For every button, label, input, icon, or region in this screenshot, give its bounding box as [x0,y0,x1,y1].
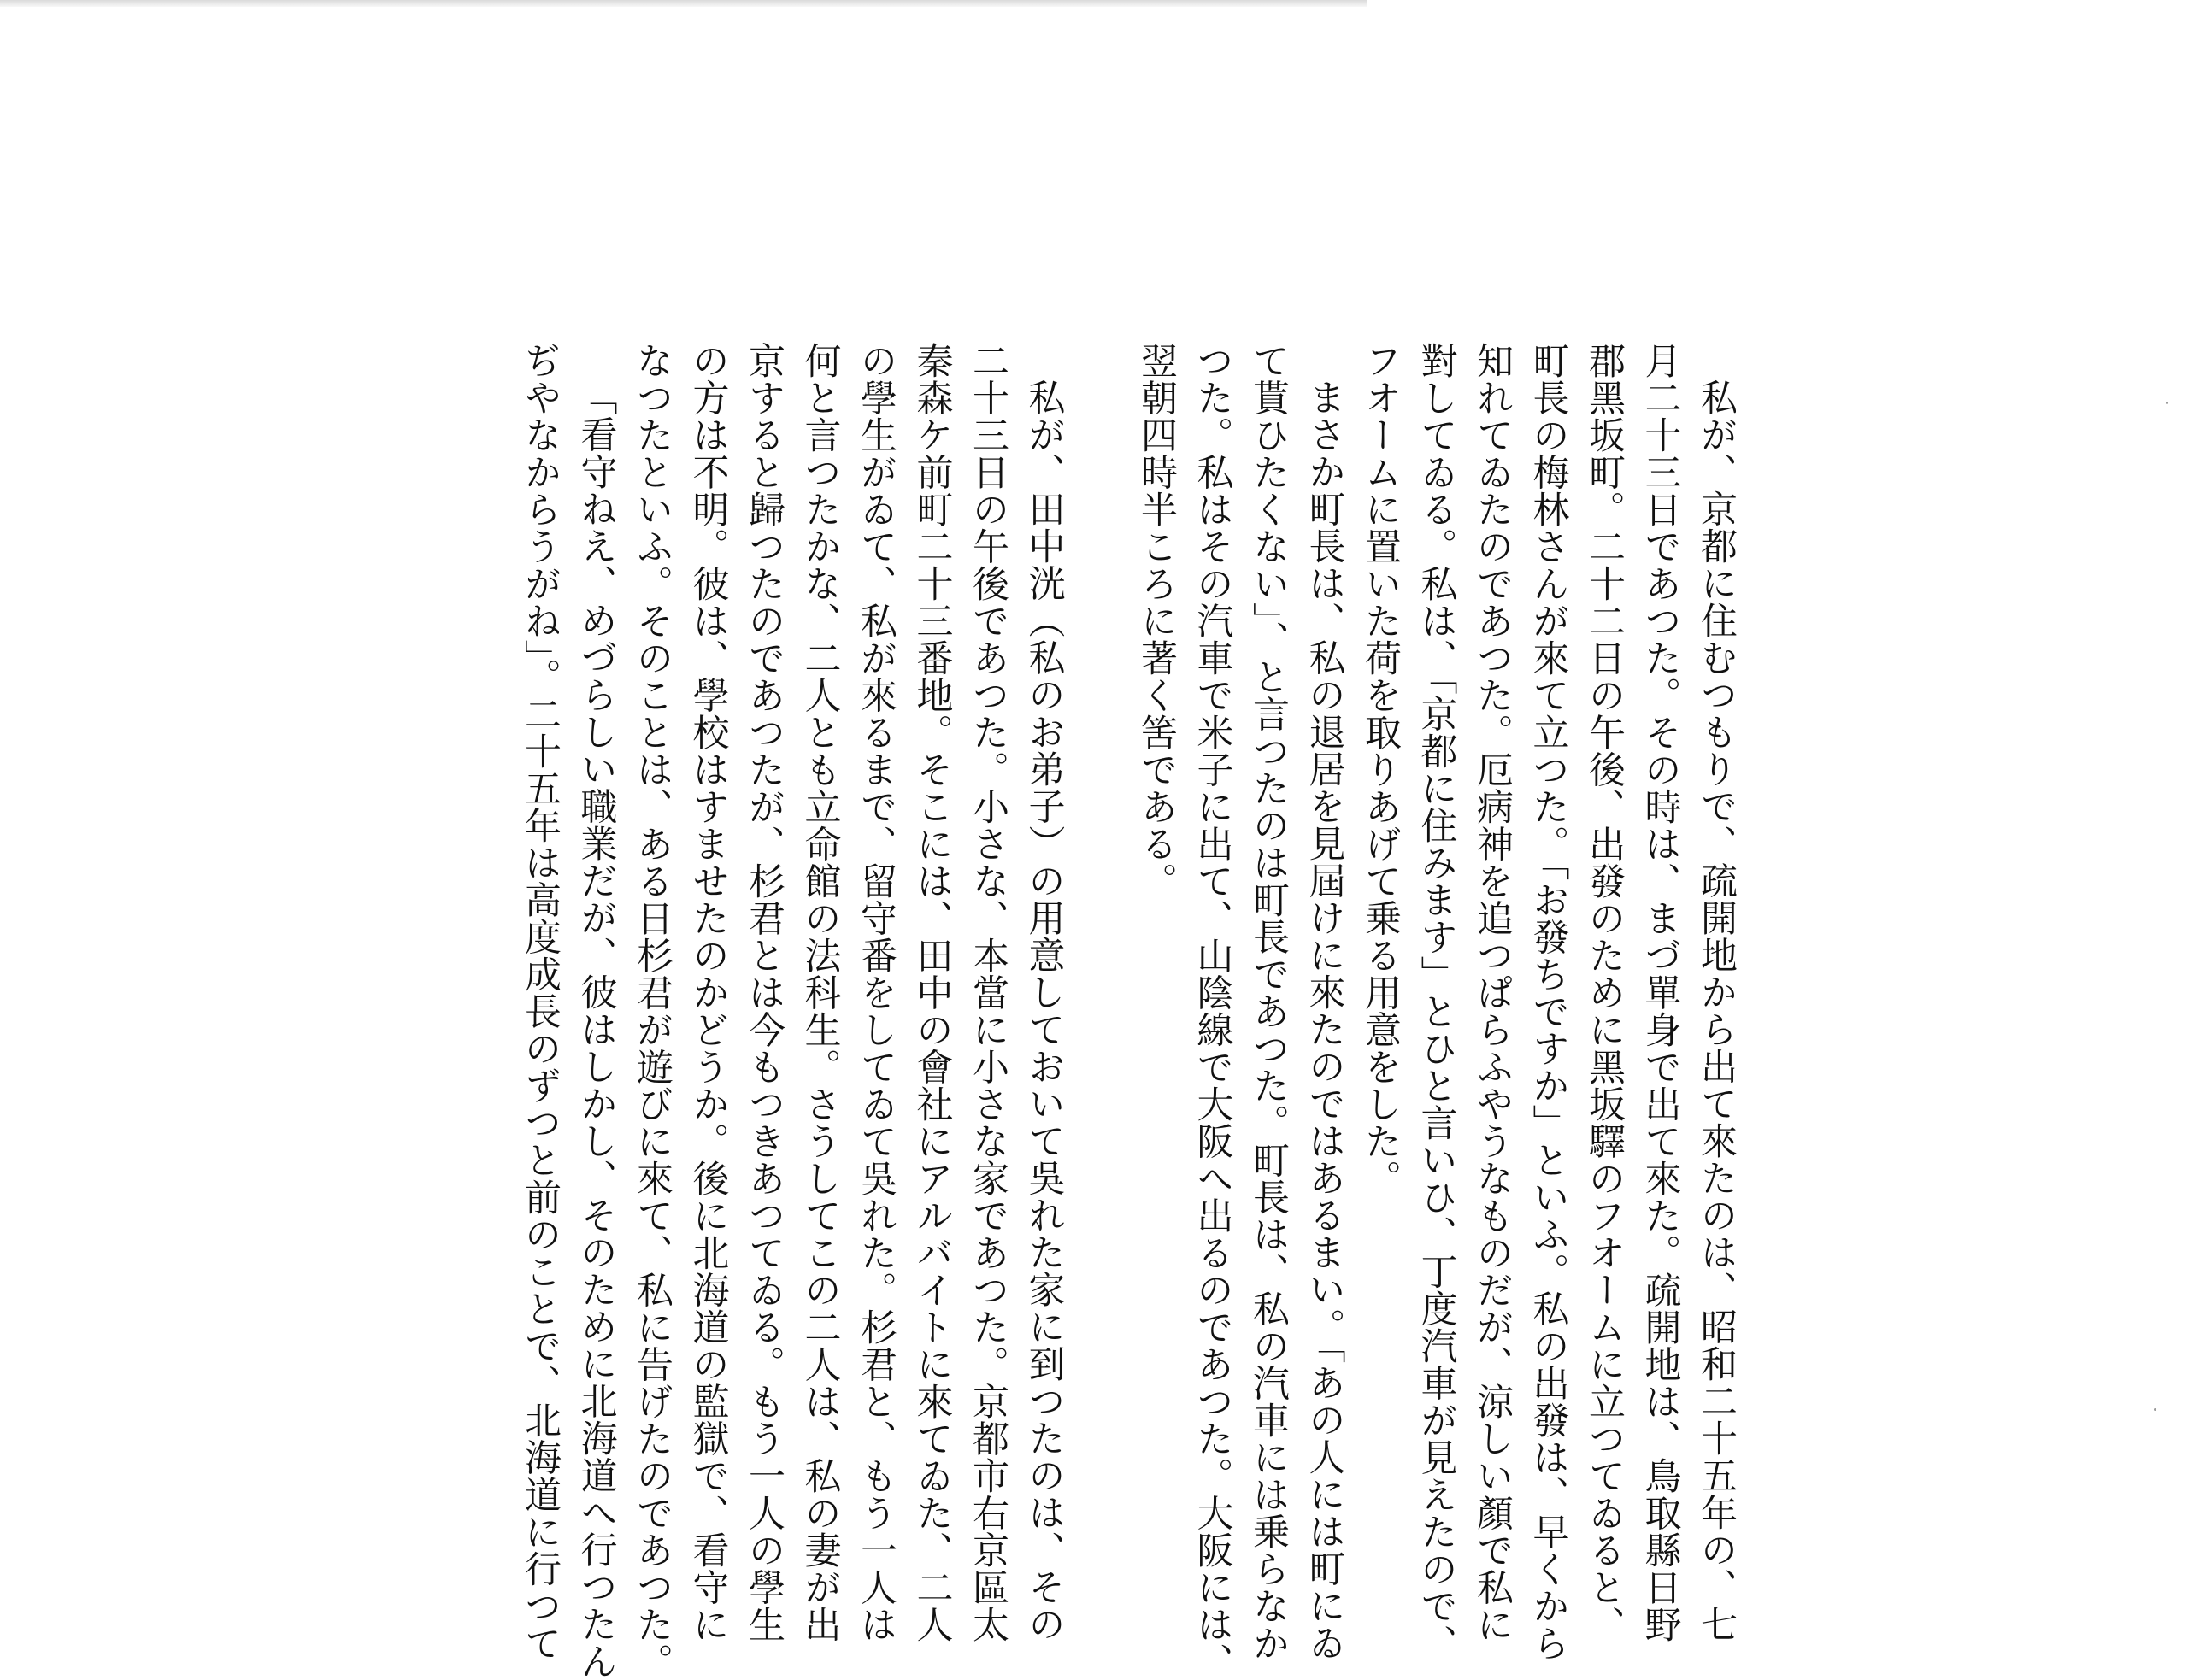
scan-edge-shadow [0,0,1368,7]
text-line: 私が、京都に住むつもりで、疏開地から出て來たのは、昭和二十五年の、七 [1695,379,1738,1642]
text-line: なつたといふ。そのことは、ある日杉君が遊びに來て、私に告げたのであつた。 [631,342,673,1680]
paragraph-new-house [512,342,1072,1680]
text-line: ぢやなからうがね」。二十五年は高度成長のずつと前のことで、北海道に行つて [519,342,562,1662]
text-line: 對してゐる。私は、「京都に住みます」とひと言いひ、丁度汽車が見えたので、 [1415,342,1458,1662]
text-line: 郡黑坂町。二十二日の午後、出發のために黑坂驛のフオームに立つてゐると、 [1583,342,1626,1643]
vertical-text-body [512,342,1744,1680]
text-line: 知れてゐたのであつた。厄病神を追つぱらふやうなものだが、涼しい顏で私に [1471,342,1514,1643]
text-line: 何と言つたかな、二人とも立命館の法科生。さうしてこの二人は、私の妻が出 [798,342,842,1643]
text-line: 町長の梅林さんが來て立つた。「お發ちですか」といふ。私の出發は、早くから [1526,342,1570,1662]
text-line: 京すると歸つたのであつたが、杉君とは今もつきあつてゐる。もう一人の學生 [743,342,785,1643]
text-line: 秦森ケ前町二十三番地。そこには、田中の會社にアルバイトに來てゐた、二人 [910,342,954,1643]
text-line: フオームに置いた荷を取りあげて乗る用意をした。 [1359,342,1402,1197]
paragraph-arrival [1128,342,1744,1680]
text-line: て貰ひたくない」、と言つたのは町長であつた。町長は、私の汽車には乗らなか [1247,342,1290,1662]
text-line: まさか町長は、私の退居を見屆けに來たのではあるまい。「あの人には町にゐ [1303,379,1346,1661]
scan-speck [2154,1408,2156,1411]
text-line: 翌朝四時半ころに著く筈である。 [1135,342,1178,900]
text-line: 二十三日の午後であつた。小さな、本當に小さな家であつた。京都市右京區太 [967,342,1009,1643]
text-line: つた。私はその汽車で米子に出て、山陰線で大阪へ出るのであつた。大阪には、 [1191,342,1234,1680]
text-line: 「看守ねえ、めづらしい職業だが、彼はしかし、そのために北海道へ行つたん [574,379,618,1680]
text-line: 月二十三日であつた。その時は、まづ單身で出て來た。疏開地は、鳥取縣日野 [1638,342,1682,1643]
text-line: 私が、田中洸（私のお弟子）の用意しておいて吳れた家に到つたのは、その [1022,379,1066,1642]
scan-speck [2166,402,2168,404]
text-line: の方は不明。彼は、學校はすませたのかどうか。後に北海道の監獄で、看守に [686,342,730,1643]
text-line: の學生がゐて、私が來るまで、留守番をしてゐて吳れた。杉君と、もう一人は [855,342,897,1643]
